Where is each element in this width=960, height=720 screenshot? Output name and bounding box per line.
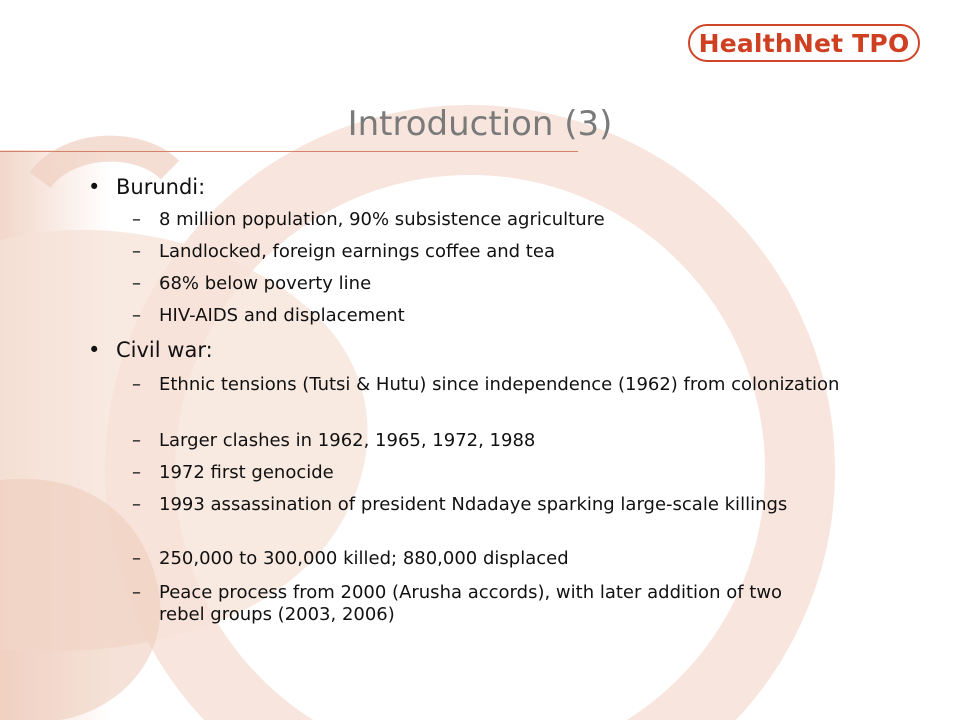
sub-bullet-text: Larger clashes in 1962, 1965, 1972, 1988 (159, 430, 536, 451)
sub-bullet-text: 1993 assassination of president Ndadaye sparking large-scale killings (159, 494, 788, 515)
bullet-burundi (88, 175, 205, 199)
sub-bullet-text: 68% below poverty line (159, 273, 372, 294)
dash-marker: – (132, 273, 141, 294)
dash-marker: – (132, 548, 141, 569)
bullet-label: Burundi: (116, 175, 206, 199)
sub-bullet (132, 241, 872, 263)
dash-marker: – (132, 241, 141, 262)
dash-marker: – (132, 430, 141, 451)
slide-title: Introduction (3) (347, 104, 613, 144)
dash-marker: – (132, 494, 141, 515)
sub-bullet-text: HIV-AIDS and displacement (159, 305, 405, 326)
sub-bullet (132, 305, 872, 327)
sub-bullet (132, 209, 872, 231)
sub-bullet (132, 548, 872, 570)
sub-bullet-text: 1972 first genocide (159, 462, 334, 483)
dash-marker: – (132, 582, 141, 603)
sub-bullet (132, 430, 872, 452)
sub-bullet (132, 462, 872, 484)
dash-marker: – (132, 462, 141, 483)
sub-bullet-text: Landlocked, foreign earnings coffee and tea (159, 241, 555, 262)
sub-bullet-text: Ethnic tensions (Tutsi & Hutu) since independence (1962) from colonization (159, 374, 840, 395)
logo-text: HealthNet TPO (698, 28, 910, 58)
sub-bullet (132, 273, 872, 295)
bullet-dot: • (88, 338, 101, 362)
dash-marker: – (132, 374, 141, 395)
sub-bullet (132, 582, 832, 626)
sub-bullet-text: 8 million population, 90% subsistence agriculture (159, 209, 605, 230)
sub-bullet (132, 494, 832, 516)
sub-bullet (132, 374, 852, 396)
dash-marker: – (132, 209, 141, 230)
bullet-civil-war (88, 338, 213, 362)
bullet-dot: • (88, 175, 101, 199)
sub-bullet-text: Peace process from 2000 (Arusha accords), with later addition of two rebel groups (2003, 2006) (159, 582, 783, 625)
dash-marker: – (132, 305, 141, 326)
sub-bullet-text: 250,000 to 300,000 killed; 880,000 displaced (159, 548, 569, 569)
bullet-label: Civil war: (116, 338, 213, 362)
